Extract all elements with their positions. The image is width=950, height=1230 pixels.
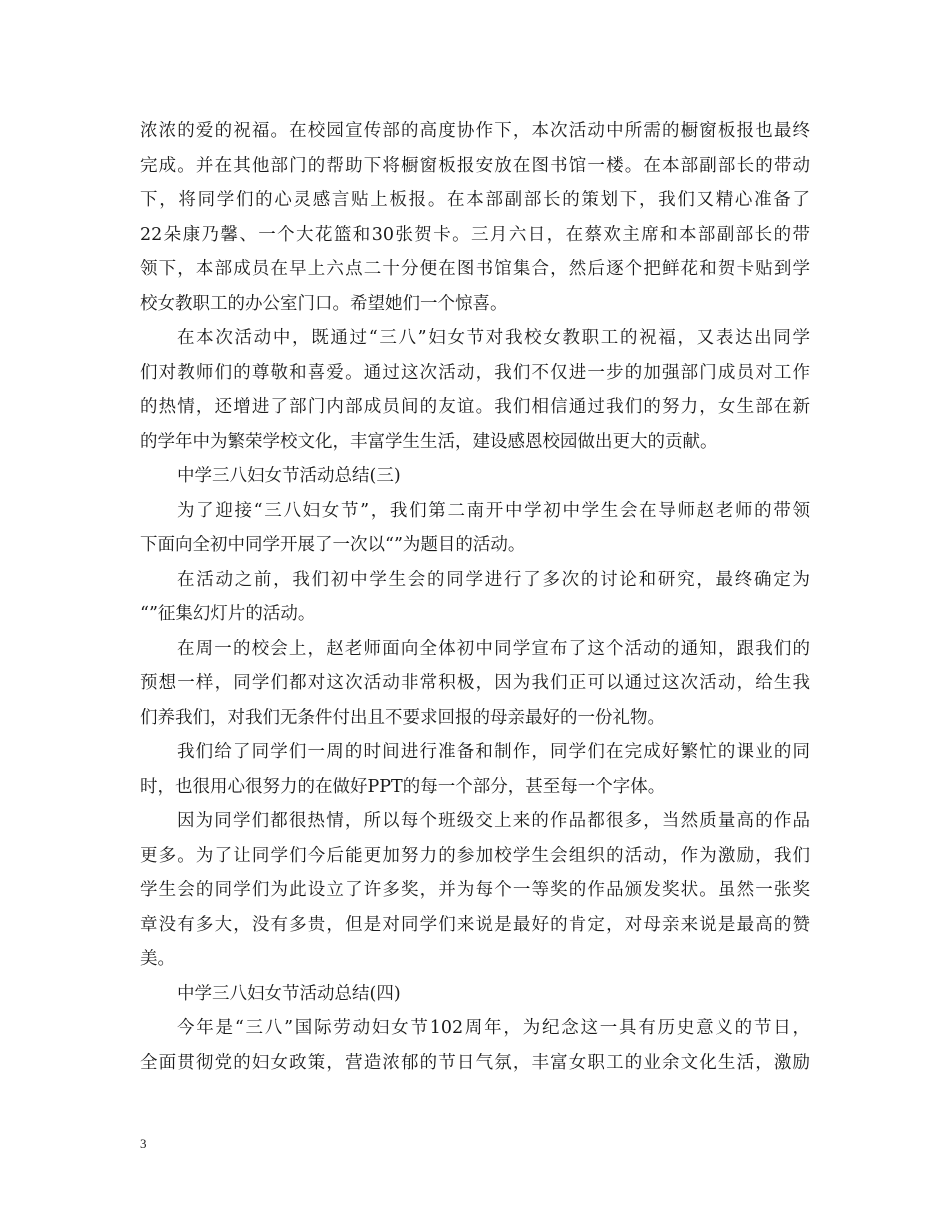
text-line: 完成。并在其他部门的帮助下将橱窗板报安放在图书馆一楼。在本部副部长的带动 xyxy=(140,155,810,176)
text-line: 校女教职工的办公室门口。希望她们一个惊喜。 xyxy=(140,293,508,314)
text-line: 下面向全初中同学开展了一次以“”为题目的活动。 xyxy=(140,535,526,555)
text-line: 美。 xyxy=(140,949,175,969)
text-line: 为了迎接“三八妇女节”，我们第二南开中学初中学生会在导师赵老师的带领 xyxy=(177,500,810,521)
text-line: 们对教师们的尊敬和喜爱。通过这次活动，我们不仅进一步的加强部门成员对工作 xyxy=(140,362,810,383)
text-line: 全面贯彻党的妇女政策，营造浓郁的节日气氛，丰富女职工的业余文化生活，激励 xyxy=(140,1052,810,1073)
text-line: 章没有多大，没有多贵，但是对同学们来说是最好的肯定，对母亲来说是最高的赞 xyxy=(140,914,810,935)
text-line: 更多。为了让同学们今后能更加努力的参加校学生会组织的活动，作为激励，我们 xyxy=(140,845,810,866)
text-line: 中学三八妇女节活动总结(四) xyxy=(177,983,401,1004)
text-line: 学生会的同学们为此设立了许多奖，并为每个一等奖的作品颁发奖状。虽然一张奖 xyxy=(140,880,810,900)
document-body xyxy=(140,114,810,1080)
text-line: 预想一样，同学们都对这次活动非常积极，因为我们正可以通过这次活动，给生我 xyxy=(140,673,810,693)
page-number: 3 xyxy=(140,1136,147,1151)
text-line: 浓浓的爱的祝福。在校园宣传部的高度协作下，本次活动中所需的橱窗板报也最终 xyxy=(140,121,810,141)
text-line: 在周一的校会上，赵老师面向全体初中同学宣布了这个活动的通知，跟我们的 xyxy=(177,638,810,659)
text-line: 在活动之前，我们初中学生会的同学进行了多次的讨论和研究，最终确定为 xyxy=(177,569,810,590)
text-line: 今年是“三八”国际劳动妇女节102周年，为纪念这一具有历史意义的节日， xyxy=(177,1018,810,1038)
text-line: 中学三八妇女节活动总结(三) xyxy=(177,466,401,486)
text-line: 的热情，还增进了部门内部成员间的友谊。我们相信通过我们的努力，女生部在新 xyxy=(140,397,810,417)
text-line: 在本次活动中，既通过“三八”妇女节对我校女教职工的祝福，又表达出同学 xyxy=(177,328,810,348)
text-line: 的学年中为繁荣学校文化，丰富学生生活，建设感恩校园做出更大的贡献。 xyxy=(140,431,718,452)
text-line: 我们给了同学们一周的时间进行准备和制作，同学们在完成好繁忙的课业的同 xyxy=(177,742,810,762)
text-line: “”征集幻灯片的活动。 xyxy=(140,604,316,624)
text-line: 22朵康乃馨、一个大花篮和30张贺卡。三月六日，在蔡欢主席和本部副部长的带 xyxy=(140,224,810,245)
text-line: 因为同学们都很热情，所以每个班级交上来的作品都很多，当然质量高的作品 xyxy=(177,811,810,831)
text-line: 们养我们，对我们无条件付出且不要求回报的母亲最好的一份礼物。 xyxy=(140,707,665,728)
text-line: 领下，本部成员在早上六点二十分便在图书馆集合，然后逐个把鲜花和贺卡贴到学 xyxy=(140,259,810,279)
text-line: 时，也很用心很努力的在做好PPT的每一个部分，甚至每一个字体。 xyxy=(140,776,666,797)
text-line: 下，将同学们的心灵感言贴上板报。在本部副部长的策划下，我们又精心准备了 xyxy=(140,190,810,210)
